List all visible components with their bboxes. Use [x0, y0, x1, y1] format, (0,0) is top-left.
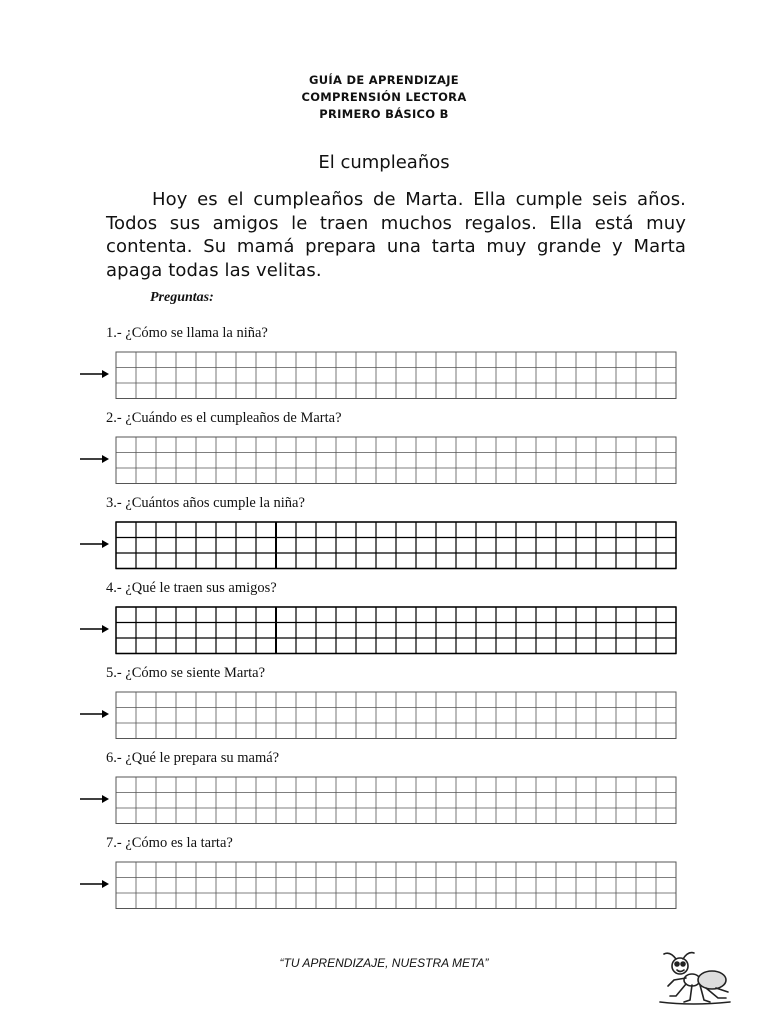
story-text: Hoy es el cumpleaños de Marta. Ella cumple seis años. Todos sus amigos le traen muchos regalos. Ella está muy contenta. Su mamá prepara una tarta muy grande y Marta apaga todas las velitas.: [106, 189, 686, 281]
answer-grid-6[interactable]: [115, 776, 677, 825]
answer-grid-3[interactable]: [115, 521, 677, 570]
arrow-right-icon: [80, 879, 110, 889]
arrow-right-icon: [80, 454, 110, 464]
question-2: 2.- ¿Cuándo es el cumpleaños de Marta?: [106, 410, 342, 426]
story-title: El cumpleaños: [318, 152, 450, 173]
answer-grid-2[interactable]: [115, 436, 677, 485]
header-line-2: COMPRENSIÓN LECTORA: [301, 90, 467, 104]
motto-text: “TU APRENDIZAJE, NUESTRA META”: [279, 956, 489, 970]
answer-grid-4[interactable]: [115, 606, 677, 655]
arrow-right-icon: [80, 709, 110, 719]
arrow-right-icon: [80, 369, 110, 379]
question-7: 7.- ¿Cómo es la tarta?: [106, 835, 233, 851]
questions-label: Preguntas:: [150, 290, 214, 305]
header-line-1: GUÍA DE APRENDIZAJE: [309, 73, 459, 87]
arrow-right-icon: [80, 624, 110, 634]
arrow-right-icon: [80, 539, 110, 549]
answer-grid-7[interactable]: [115, 861, 677, 910]
arrow-right-icon: [80, 794, 110, 804]
ant-mascot-icon: [656, 950, 732, 1006]
header-line-3: PRIMERO BÁSICO B: [319, 107, 449, 121]
answer-grid-5[interactable]: [115, 691, 677, 740]
question-3: 3.- ¿Cuántos años cumple la niña?: [106, 495, 305, 511]
question-4: 4.- ¿Qué le traen sus amigos?: [106, 580, 277, 596]
question-1: 1.- ¿Cómo se llama la niña?: [106, 325, 268, 341]
worksheet-header: [0, 72, 768, 123]
question-5: 5.- ¿Cómo se siente Marta?: [106, 665, 266, 681]
question-6: 6.- ¿Qué le prepara su mamá?: [106, 750, 280, 766]
answer-grid-1[interactable]: [115, 351, 677, 400]
